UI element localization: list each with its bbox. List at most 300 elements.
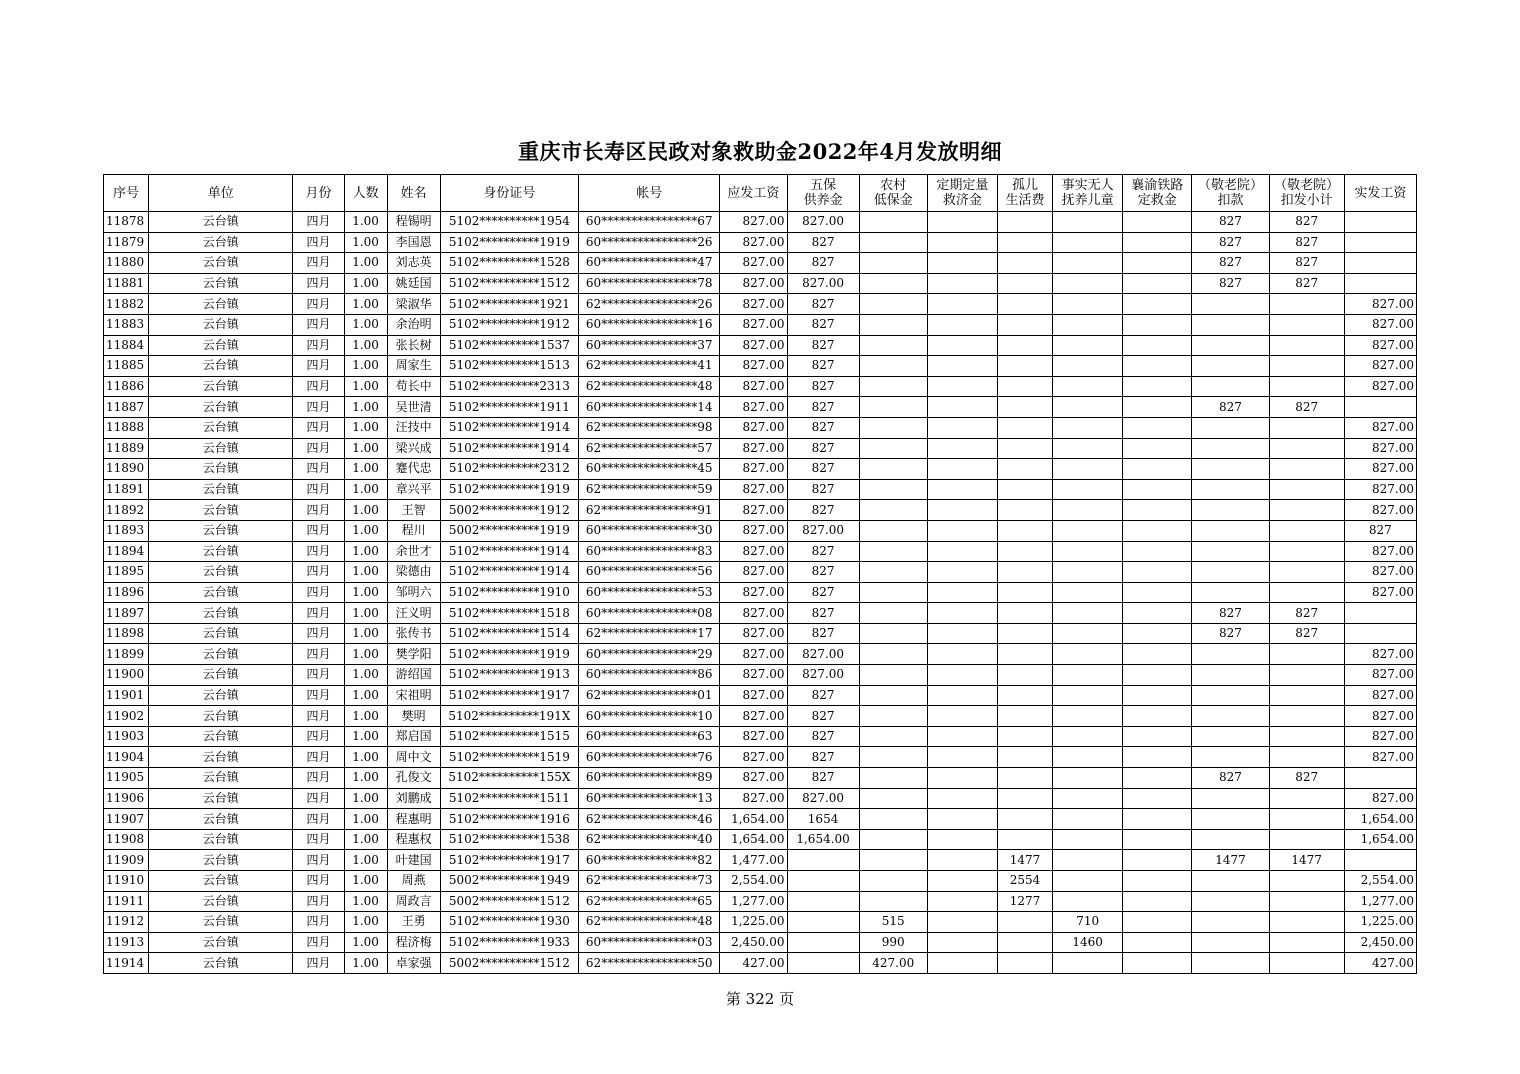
table-cell: 11899 [104,644,149,665]
table-cell [1053,685,1123,706]
table-cell: 827 [1344,520,1416,541]
table-row [104,438,1417,459]
table-cell [1053,809,1123,830]
table-cell: 827.00 [720,665,787,686]
table-row [104,644,1417,665]
table-cell: 427.00 [859,953,927,974]
table-cell [1053,232,1123,253]
table-cell: 5102**********1513 [440,356,578,377]
table-cell [997,747,1052,768]
table-cell: 程惠权 [387,829,440,850]
table-cell: 云台镇 [149,685,293,706]
table-cell [1053,623,1123,644]
table-cell: 62****************40 [579,829,720,850]
table-row [104,665,1417,686]
table-cell: 11884 [104,335,149,356]
page-number: 第 322 页 [725,990,795,1008]
table-cell [1269,665,1344,686]
table-cell [859,871,927,892]
table-cell [1269,932,1344,953]
table-cell [927,459,997,480]
table-cell: 樊明 [387,706,440,727]
table-cell: 5002**********1512 [440,953,578,974]
table-cell: 827.00 [1344,726,1416,747]
table-cell [859,376,927,397]
table-cell [859,850,927,871]
table-row [104,829,1417,850]
table-cell: 827.00 [1344,438,1416,459]
table-cell: 1460 [1053,932,1123,953]
table-cell: 1477 [1269,850,1344,871]
table-cell [1123,932,1192,953]
table-cell: 1,477.00 [720,850,787,871]
table-cell: 62****************59 [579,479,720,500]
table-cell: 1.00 [344,376,387,397]
table-cell: 云台镇 [149,212,293,233]
table-cell: 827 [1192,273,1269,294]
table-cell: 827 [1269,212,1344,233]
table-cell: 60****************82 [579,850,720,871]
table-cell: 827.00 [720,747,787,768]
table-cell: 四月 [293,644,344,665]
table-cell: 四月 [293,212,344,233]
table-cell: 11902 [104,706,149,727]
table-cell [997,397,1052,418]
table-cell [997,726,1052,747]
table-cell: 11878 [104,212,149,233]
table-cell [859,665,927,686]
table-cell: 1.00 [344,953,387,974]
table-cell: 827.00 [1344,582,1416,603]
table-cell [927,479,997,500]
table-cell: 四月 [293,665,344,686]
table-cell: 5102**********1919 [440,232,578,253]
table-cell: 11893 [104,520,149,541]
table-cell: 11908 [104,829,149,850]
table-cell: 827 [787,314,859,335]
table-cell: 5102**********1917 [440,850,578,871]
table-cell: 四月 [293,829,344,850]
table-cell: 11906 [104,788,149,809]
table-cell: 四月 [293,232,344,253]
table-cell: 62****************50 [579,953,720,974]
table-cell: 827.00 [1344,541,1416,562]
table-cell: 四月 [293,788,344,809]
table-cell: 云台镇 [149,932,293,953]
table-cell [997,376,1052,397]
table-cell: 苟长中 [387,376,440,397]
table-cell: 1,654.00 [1344,829,1416,850]
column-header: 襄渝铁路 定救金 [1123,175,1192,212]
column-header: 单位 [149,175,293,212]
table-cell: 827.00 [720,335,787,356]
column-header: 应发工资 [720,175,787,212]
table-cell [859,685,927,706]
table-cell [997,294,1052,315]
table-cell: 827 [1192,603,1269,624]
table-cell [927,438,997,459]
table-cell: 云台镇 [149,356,293,377]
table-cell [859,500,927,521]
table-cell: 1.00 [344,829,387,850]
table-cell [1192,500,1269,521]
table-cell: 827.00 [720,314,787,335]
table-cell: 四月 [293,582,344,603]
table-cell [1344,850,1416,871]
table-cell: 1,277.00 [1344,891,1416,912]
table-cell: 云台镇 [149,500,293,521]
table-cell: 60****************63 [579,726,720,747]
table-cell [1123,541,1192,562]
table-cell: 云台镇 [149,644,293,665]
table-cell: 5002**********1912 [440,500,578,521]
table-cell [997,644,1052,665]
table-cell: 5102**********2312 [440,459,578,480]
table-cell [927,294,997,315]
table-cell [997,562,1052,583]
table-cell [1053,438,1123,459]
table-cell [1192,479,1269,500]
table-cell: 章兴平 [387,479,440,500]
table-cell: 四月 [293,850,344,871]
table-row [104,479,1417,500]
table-cell: 827.00 [1344,644,1416,665]
table-cell: 827.00 [720,520,787,541]
table-cell [1192,520,1269,541]
table-cell: 827.00 [1344,335,1416,356]
table-cell [927,871,997,892]
table-cell [1269,459,1344,480]
table-cell [1053,603,1123,624]
table-cell: 1.00 [344,788,387,809]
table-cell: 5102**********1916 [440,809,578,830]
table-cell [1192,335,1269,356]
table-cell [1269,520,1344,541]
table-header-row [104,175,1417,212]
table-cell: 云台镇 [149,582,293,603]
table-row [104,685,1417,706]
column-header: 孤儿 生活费 [997,175,1052,212]
table-cell: 5102**********1914 [440,417,578,438]
table-cell: 11888 [104,417,149,438]
table-cell: 云台镇 [149,314,293,335]
table-cell: 四月 [293,685,344,706]
table-cell: 四月 [293,871,344,892]
table-cell [1053,706,1123,727]
table-cell [927,376,997,397]
table-cell: 云台镇 [149,829,293,850]
table-cell: 1.00 [344,500,387,521]
column-header: 月份 [293,175,344,212]
table-cell [927,953,997,974]
table-cell: 1,225.00 [1344,912,1416,933]
table-cell: 827 [787,623,859,644]
table-cell: 827.00 [720,726,787,747]
table-cell: 11885 [104,356,149,377]
table-cell: 1.00 [344,706,387,727]
table-row [104,726,1417,747]
table-cell: 四月 [293,726,344,747]
table-cell: 四月 [293,335,344,356]
table-cell [927,603,997,624]
table-cell: 62****************17 [579,623,720,644]
table-cell [927,314,997,335]
table-cell: 11880 [104,253,149,274]
table-cell: 11886 [104,376,149,397]
table-cell: 827 [1192,623,1269,644]
table-cell [1192,953,1269,974]
table-cell: 四月 [293,397,344,418]
table-cell: 1.00 [344,294,387,315]
column-header: 五保 供养金 [787,175,859,212]
table-cell: 827.00 [720,459,787,480]
table-cell [1192,541,1269,562]
table-cell [1123,644,1192,665]
table-cell [997,459,1052,480]
table-cell: 5102**********1912 [440,314,578,335]
table-cell: 云台镇 [149,294,293,315]
table-cell: 827 [1192,397,1269,418]
table-cell [1053,520,1123,541]
table-cell [1123,623,1192,644]
table-cell: 邹明六 [387,582,440,603]
table-cell: 四月 [293,953,344,974]
table-cell: 827 [787,603,859,624]
table-cell: 吴世清 [387,397,440,418]
table-cell [1123,582,1192,603]
table-cell [927,582,997,603]
table-cell: 827 [787,438,859,459]
table-cell: 程惠明 [387,809,440,830]
table-cell [1053,459,1123,480]
table-cell [859,603,927,624]
table-cell: 1277 [997,891,1052,912]
table-cell: 827.00 [1344,356,1416,377]
table-cell [1123,356,1192,377]
table-cell [787,850,859,871]
table-cell [997,665,1052,686]
table-cell [1192,706,1269,727]
table-cell: 827 [787,582,859,603]
table-cell: 1477 [997,850,1052,871]
table-cell: 11895 [104,562,149,583]
table-cell: 5102**********1933 [440,932,578,953]
table-cell: 827 [787,747,859,768]
table-cell: 11903 [104,726,149,747]
table-cell [1269,706,1344,727]
table-cell [927,356,997,377]
table-cell [859,417,927,438]
table-cell: 四月 [293,273,344,294]
table-cell [859,768,927,789]
table-row [104,582,1417,603]
table-cell: 11912 [104,912,149,933]
table-cell: 827.00 [1344,685,1416,706]
table-cell: 蹇代忠 [387,459,440,480]
table-row [104,541,1417,562]
table-cell [927,644,997,665]
table-cell [1053,562,1123,583]
table-cell: 5102**********1919 [440,644,578,665]
table-cell: 60****************67 [579,212,720,233]
table-cell: 60****************14 [579,397,720,418]
table-cell: 827.00 [720,562,787,583]
table-cell: 827 [787,479,859,500]
table-row [104,273,1417,294]
table-cell [1123,809,1192,830]
table-cell: 827.00 [720,356,787,377]
table-cell: 5102**********1914 [440,562,578,583]
table-cell [927,726,997,747]
table-cell: 1.00 [344,871,387,892]
table-cell: 云台镇 [149,541,293,562]
table-cell: 62****************46 [579,809,720,830]
table-row [104,376,1417,397]
table-cell: 1.00 [344,768,387,789]
table-cell: 1.00 [344,726,387,747]
column-header: 人数 [344,175,387,212]
table-cell: 827.00 [1344,479,1416,500]
table-cell [1053,294,1123,315]
table-cell: 60****************78 [579,273,720,294]
table-row [104,397,1417,418]
table-cell: 云台镇 [149,417,293,438]
table-row [104,809,1417,830]
table-cell [859,397,927,418]
table-cell: 云台镇 [149,273,293,294]
table-cell: 云台镇 [149,912,293,933]
column-header: 帐号 [579,175,720,212]
table-cell [1269,314,1344,335]
table-cell: 2,554.00 [1344,871,1416,892]
table-cell: 云台镇 [149,768,293,789]
table-cell: 1.00 [344,850,387,871]
table-cell: 四月 [293,520,344,541]
table-cell: 827.00 [787,644,859,665]
table-cell: 827.00 [1344,665,1416,686]
table-cell: 1.00 [344,891,387,912]
table-row [104,294,1417,315]
table-cell: 827.00 [720,417,787,438]
table-cell [997,335,1052,356]
table-cell: 827.00 [720,438,787,459]
table-cell: 姚廷国 [387,273,440,294]
table-cell: 5102**********1537 [440,335,578,356]
table-cell [927,500,997,521]
table-cell [1192,809,1269,830]
table-cell: 樊学阳 [387,644,440,665]
table-cell [1123,562,1192,583]
table-cell: 1.00 [344,232,387,253]
table-cell: 710 [1053,912,1123,933]
table-cell: 827.00 [1344,747,1416,768]
table-cell [997,706,1052,727]
table-cell: 2,554.00 [720,871,787,892]
table-cell: 5102**********191X [440,706,578,727]
table-cell: 62****************41 [579,356,720,377]
table-cell: 云台镇 [149,479,293,500]
table-cell [787,912,859,933]
table-cell [997,953,1052,974]
table-cell [859,232,927,253]
table-cell: 1.00 [344,685,387,706]
table-cell: 四月 [293,438,344,459]
table-cell [859,809,927,830]
table-cell: 张传书 [387,623,440,644]
table-cell: 60****************08 [579,603,720,624]
table-cell: 827 [1192,212,1269,233]
table-cell [1269,685,1344,706]
table-cell: 827.00 [1344,562,1416,583]
table-row [104,314,1417,335]
table-cell [859,335,927,356]
table-cell: 5002**********1949 [440,871,578,892]
table-cell: 827.00 [787,212,859,233]
table-cell: 四月 [293,891,344,912]
table-cell [927,273,997,294]
table-cell [1123,212,1192,233]
table-cell: 827 [1269,397,1344,418]
table-cell [859,212,927,233]
table-cell [1123,314,1192,335]
table-cell: 四月 [293,417,344,438]
table-cell: 四月 [293,706,344,727]
table-cell [1053,665,1123,686]
table-cell: 60****************37 [579,335,720,356]
table-cell: 1.00 [344,479,387,500]
table-cell: 1.00 [344,912,387,933]
table-cell: 云台镇 [149,665,293,686]
table-cell [859,438,927,459]
table-cell [997,768,1052,789]
table-cell: 1477 [1192,850,1269,871]
table-cell [1123,912,1192,933]
table-cell [927,850,997,871]
table-cell: 云台镇 [149,788,293,809]
table-cell [1053,314,1123,335]
table-cell: 云台镇 [149,397,293,418]
table-cell: 四月 [293,932,344,953]
table-cell: 云台镇 [149,871,293,892]
table-cell [1123,871,1192,892]
table-cell: 60****************29 [579,644,720,665]
table-cell [1192,912,1269,933]
table-cell: 张长树 [387,335,440,356]
table-row [104,520,1417,541]
table-cell: 827.00 [720,623,787,644]
table-row [104,459,1417,480]
table-cell [927,829,997,850]
table-cell [997,603,1052,624]
table-cell: 11891 [104,479,149,500]
table-cell [1269,562,1344,583]
table-cell: 1,654.00 [720,829,787,850]
table-cell [1053,747,1123,768]
table-cell: 11905 [104,768,149,789]
table-cell: 60****************03 [579,932,720,953]
table-cell [859,829,927,850]
table-cell: 11898 [104,623,149,644]
table-cell: 827 [787,335,859,356]
table-cell [1123,706,1192,727]
table-cell [1269,953,1344,974]
table-cell: 5002**********1919 [440,520,578,541]
table-cell [1192,871,1269,892]
table-row [104,747,1417,768]
table-cell: 四月 [293,314,344,335]
table-cell: 827 [787,294,859,315]
table-cell: 62****************48 [579,912,720,933]
